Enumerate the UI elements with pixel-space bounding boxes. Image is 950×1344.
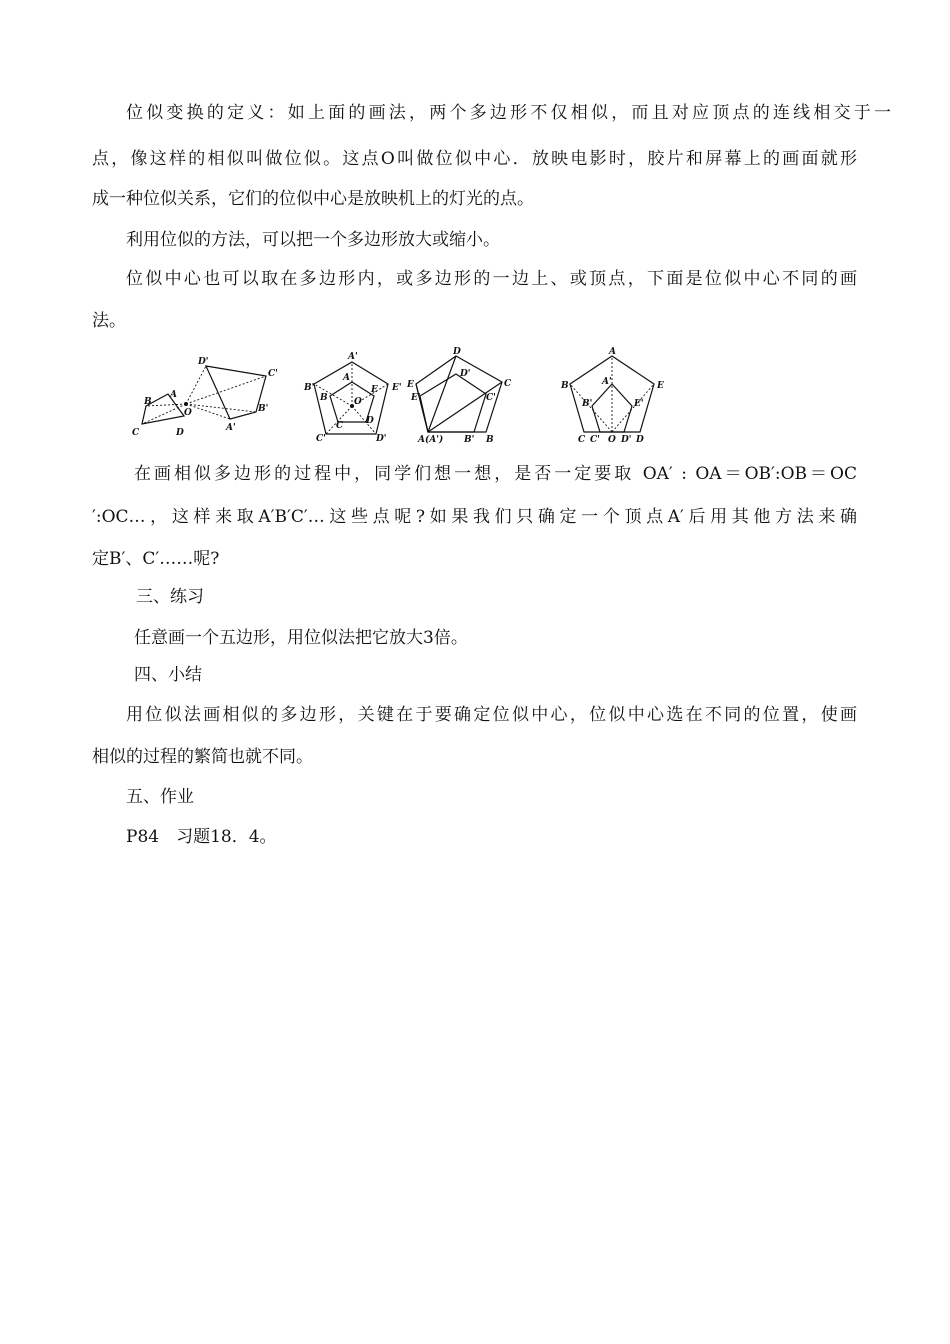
fig1-label: A' (226, 423, 236, 433)
paragraph-question-line-2: ′:OC…，这样来取A′B′C′…这些点呢?如果我们只确定一个顶点A′后用其他方法来确 (92, 507, 857, 527)
fig3-label: D (453, 347, 461, 357)
practice-text: 任意画一个五边形，用位似法把它放大3倍。 (134, 628, 468, 648)
fig1-label: D (176, 428, 184, 438)
figure-4-center-on-side (560, 347, 664, 444)
fig1-label: C (132, 428, 140, 438)
fig3-label: E' (411, 393, 421, 403)
paragraph-definition-line-2: 点，像这样的相似叫做位似。这点O叫做位似中心．放映电影时，胶片和屏幕上的画面就形 (92, 149, 857, 169)
figure-diagrams (126, 344, 686, 444)
fig2-label: C' (316, 434, 326, 444)
fig4-label: A (609, 347, 616, 357)
fig1-label: B (144, 397, 152, 407)
fig2-label: A' (348, 352, 358, 362)
fig2-label: A (343, 373, 350, 383)
summary-line-1: 用位似法画相似的多边形，关键在于要确定位似中心，位似中心选在不同的位置，使画 (126, 705, 857, 725)
homothety-figures (126, 344, 686, 444)
fig3-label: E (407, 380, 414, 390)
figure-1-center-outside (132, 357, 278, 438)
fig2-label: B (320, 393, 328, 403)
fig4-label: O (608, 435, 616, 444)
fig4-label: C' (590, 435, 600, 444)
fig1-label: C' (268, 369, 278, 379)
summary-heading: 四、小结 (134, 665, 202, 685)
fig4-label: B (561, 381, 569, 391)
paragraph-question-line-3: 定B′、C′……呢? (92, 549, 220, 569)
fig4-label: D' (621, 435, 632, 444)
fig4-label: E' (634, 399, 644, 409)
fig2-label: E' (392, 383, 402, 393)
fig3-label: C' (486, 393, 496, 403)
fig2-label: D' (376, 434, 387, 444)
fig2-label: E (371, 385, 378, 395)
fig4-label: C (578, 435, 586, 444)
fig2-label: C (336, 421, 344, 431)
practice-heading: 三、练习 (136, 587, 204, 607)
fig2-label: B' (304, 383, 315, 393)
paragraph-center-position-line-1: 位似中心也可以取在多边形内，或多边形的一边上、或顶点，下面是位似中心不同的画 (126, 269, 857, 289)
fig4-label: E (657, 381, 664, 391)
fig3-label: A(A') (418, 435, 444, 444)
fig1-label: B' (258, 404, 269, 414)
fig1-label: D' (198, 357, 209, 367)
summary-line-2: 相似的过程的繁简也就不同。 (92, 747, 313, 767)
paragraph-question-line-1: 在画相似多边形的过程中，同学们想一想，是否一定要取 OA′ : OA＝OB′:OB＝OC (134, 464, 857, 484)
fig4-label: A' (602, 377, 612, 387)
paragraph-definition-line-1: 位似变换的定义：如上面的画法，两个多边形不仅相似，而且对应顶点的连线相交于一 (126, 103, 891, 123)
figure-3-center-vertex (406, 347, 512, 444)
fig3-label: B' (464, 435, 475, 444)
paragraph-scaling: 利用位似的方法，可以把一个多边形放大或缩小。 (126, 230, 500, 250)
paragraph-definition-line-3: 成一种位似关系，它们的位似中心是放映机上的灯光的点。 (92, 189, 534, 209)
fig2-label: D (366, 416, 374, 426)
figure-2-center-inside (303, 352, 402, 444)
fig4-label: B' (582, 399, 593, 409)
fig3-label: C (504, 379, 512, 389)
fig3-label: D' (460, 369, 471, 379)
fig1-label: A (170, 390, 177, 400)
paragraph-center-position-line-2: 法。 (92, 311, 126, 331)
fig1-label: O (184, 408, 192, 418)
fig3-label: B (486, 435, 494, 444)
fig4-label: D (636, 435, 644, 444)
homework-text: P84 习题18．4。 (126, 827, 277, 847)
fig2-label: O (354, 397, 362, 407)
homework-heading: 五、作业 (126, 787, 194, 807)
